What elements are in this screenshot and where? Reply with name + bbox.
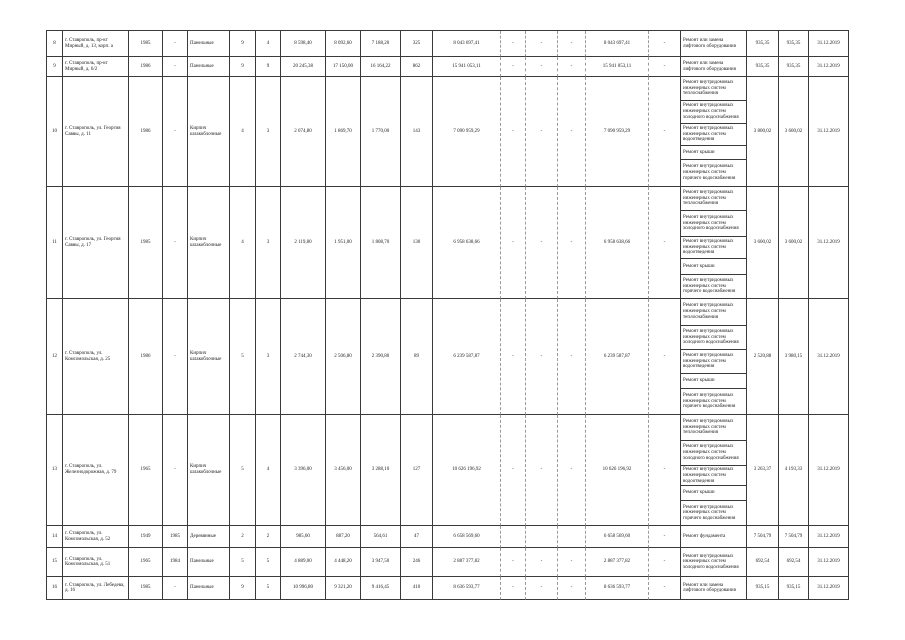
work-type-cell: Ремонт внутридомовых инженерных систем водоотведения: [681, 466, 747, 486]
owners-funds-cell: 7 090 959,29: [586, 77, 649, 187]
living-area-cell: 4 448,20: [326, 548, 361, 577]
deadline-cell: 31.12.2019: [809, 57, 849, 77]
entrances-cell: 5: [256, 577, 281, 600]
living-area-cell: 1 869,70: [326, 77, 361, 187]
owners-funds-cell: 6 239 587,87: [586, 299, 649, 415]
other-funds-cell: -: [649, 31, 681, 57]
federal-funds-cell: -: [501, 57, 526, 77]
wall-material-cell: Деревянные: [188, 526, 230, 548]
row-number-cell: 10: [47, 77, 63, 187]
total-area-cell: 985,60: [281, 526, 326, 548]
year-reconstruction-cell: 1985: [163, 526, 188, 548]
max-unit-cost-cell: 3 600,02: [779, 77, 809, 187]
federal-funds-cell: -: [501, 31, 526, 57]
other-funds-cell: -: [649, 187, 681, 299]
total-cost-cell: 8 043 697,41: [433, 31, 501, 57]
unit-cost-cell: 3 263,37: [747, 415, 779, 526]
deadline-cell: 31.12.2019: [809, 526, 849, 548]
wall-material-cell: Кирпич шлакоблочные: [188, 187, 230, 299]
year-built-cell: 1986: [129, 77, 163, 187]
local-funds-cell: -: [558, 187, 586, 299]
work-type-cell: Ремонт внутридомовых инженерных систем холодного водоснабжения: [681, 326, 747, 350]
local-funds-cell: -: [558, 577, 586, 600]
work-type-cell: Ремонт внутридомовых инженерных систем холодного водоснабжения: [681, 101, 747, 124]
work-type-cell: Ремонт крыши: [681, 259, 747, 275]
entrances-cell: 3: [256, 187, 281, 299]
unit-cost-cell: 3 600,02: [747, 187, 779, 299]
year-reconstruction-cell: -: [163, 77, 188, 187]
floors-cell: 4: [230, 187, 256, 299]
address-cell: г. Ставрополь, пр-кт Мирный, д. 6/2: [63, 57, 129, 77]
deadline-cell: 31.12.2019: [809, 577, 849, 600]
total-area-cell: 4 889,00: [281, 548, 326, 577]
work-type-cell: Ремонт внутридомовых инженерных систем теплоснабжения: [681, 415, 747, 441]
regional-funds-cell: [526, 526, 558, 548]
local-funds-cell: -: [558, 299, 586, 415]
work-type-cell: Ремонт крыши: [681, 374, 747, 389]
living-area-cell: 2 506,80: [326, 299, 361, 415]
premises-area-cell: 1 770,00: [361, 77, 401, 187]
table-row: [47, 415, 849, 441]
entrances-cell: 4: [256, 31, 281, 57]
table-row: [47, 31, 849, 57]
entrances-cell: 5: [256, 548, 281, 577]
max-unit-cost-cell: 3 600,02: [779, 187, 809, 299]
year-built-cell: 1986: [129, 299, 163, 415]
regional-funds-cell: -: [526, 299, 558, 415]
unit-cost-cell: 2 520,88: [747, 299, 779, 415]
row-number-cell: 9: [47, 57, 63, 77]
wall-material-cell: Кирпич шлакоблочные: [188, 415, 230, 526]
work-type-cell: Ремонт внутридомовых инженерных систем водоотведения: [681, 350, 747, 374]
row-number-cell: 15: [47, 548, 63, 577]
unit-cost-cell: 692,54: [747, 548, 779, 577]
wall-material-cell: Панельные: [188, 577, 230, 600]
premises-area-cell: 7 188,20: [361, 31, 401, 57]
table-row: [47, 299, 849, 326]
year-built-cell: 1985: [129, 31, 163, 57]
work-type-cell: Ремонт внутридомовых инженерных систем теплоснабжения: [681, 77, 747, 101]
deadline-cell: 31.12.2019: [809, 31, 849, 57]
living-area-cell: 887,20: [326, 526, 361, 548]
other-funds-cell: -: [649, 415, 681, 526]
table-row: [47, 57, 849, 77]
total-area-cell: 8 598,40: [281, 31, 326, 57]
owners-funds-cell: 6 658 569,60: [586, 526, 649, 548]
residents-cell: 246: [401, 548, 433, 577]
wall-material-cell: Панельные: [188, 548, 230, 577]
work-type-cell: Ремонт внутридомовых инженерных систем теплоснабжения: [681, 299, 747, 326]
unit-cost-cell: 935,15: [747, 577, 779, 600]
wall-material-cell: Панельные: [188, 31, 230, 57]
year-reconstruction-cell: 1984: [163, 548, 188, 577]
other-funds-cell: -: [649, 299, 681, 415]
floors-cell: 5: [230, 299, 256, 415]
premises-area-cell: 9 416,45: [361, 577, 401, 600]
residents-cell: 130: [401, 187, 433, 299]
federal-funds-cell: -: [501, 187, 526, 299]
local-funds-cell: -: [558, 31, 586, 57]
local-funds-cell: -: [558, 548, 586, 577]
floors-cell: 9: [230, 31, 256, 57]
living-area-cell: 3 456,00: [326, 415, 361, 526]
federal-funds-cell: -: [501, 548, 526, 577]
regional-funds-cell: -: [526, 577, 558, 600]
residents-cell: 325: [401, 31, 433, 57]
year-reconstruction-cell: -: [163, 577, 188, 600]
unit-cost-cell: 3 800,02: [747, 77, 779, 187]
owners-funds-cell: 15 941 053,11: [586, 57, 649, 77]
total-area-cell: 10 996,80: [281, 577, 326, 600]
row-number-cell: 13: [47, 415, 63, 526]
premises-area-cell: 564,61: [361, 526, 401, 548]
deadline-cell: 31.12.2019: [809, 415, 849, 526]
residents-cell: 410: [401, 577, 433, 600]
total-cost-cell: 6 239 587,87: [433, 299, 501, 415]
work-type-cell: Ремонт фундамента: [681, 526, 747, 548]
work-type-cell: Ремонт внутридомовых инженерных систем холодного водоснабжения: [681, 548, 747, 577]
work-type-cell: Ремонт крыши: [681, 486, 747, 501]
table-body: [47, 31, 849, 600]
entrances-cell: 4: [256, 415, 281, 526]
table-row: [47, 77, 849, 101]
table-row: [47, 577, 849, 600]
work-type-cell: Ремонт внутридомовых инженерных систем водоотведения: [681, 237, 747, 259]
entrances-cell: 3: [256, 299, 281, 415]
living-area-cell: 1 951,00: [326, 187, 361, 299]
residents-cell: 47: [401, 526, 433, 548]
owners-funds-cell: 2 887 377,82: [586, 548, 649, 577]
address-cell: г. Ставрополь, ул. Георгия Саввы, д. 11: [63, 77, 129, 187]
address-cell: г. Ставрополь, ул. Комсомольская, д. 51: [63, 548, 129, 577]
work-type-cell: Ремонт внутридомовых инженерных систем водоотведения: [681, 124, 747, 146]
year-reconstruction-cell: -: [163, 31, 188, 57]
max-unit-cost-cell: 3 980,15: [779, 299, 809, 415]
max-unit-cost-cell: 4 193,33: [779, 415, 809, 526]
owners-funds-cell: 6 958 638,66: [586, 187, 649, 299]
unit-cost-cell: 935,35: [747, 57, 779, 77]
wall-material-cell: Кирпич шлакоблочные: [188, 299, 230, 415]
floors-cell: 5: [230, 415, 256, 526]
unit-cost-cell: 935,35: [747, 31, 779, 57]
work-type-cell: Ремонт крыши: [681, 146, 747, 160]
table-row: [47, 548, 849, 577]
total-area-cell: 2 074,80: [281, 77, 326, 187]
premises-area-cell: 1 808,70: [361, 187, 401, 299]
owners-funds-cell: 8 043 697,41: [586, 31, 649, 57]
year-built-cell: 1965: [129, 415, 163, 526]
work-type-cell: Ремонт или замена лифтового оборудования: [681, 577, 747, 600]
wall-material-cell: Панельные: [188, 57, 230, 77]
total-cost-cell: 2 887 377,82: [433, 548, 501, 577]
regional-funds-cell: -: [526, 77, 558, 187]
max-unit-cost-cell: 935,35: [779, 57, 809, 77]
other-funds-cell: -: [649, 526, 681, 548]
local-funds-cell: [558, 526, 586, 548]
work-type-cell: Ремонт внутридомовых инженерных систем горячего водоснабжения: [681, 275, 747, 299]
other-funds-cell: -: [649, 77, 681, 187]
total-cost-cell: 10 626 196,92: [433, 415, 501, 526]
total-cost-cell: 6 958 638,66: [433, 187, 501, 299]
deadline-cell: 31.12.2019: [809, 187, 849, 299]
owners-funds-cell: 8 636 593,77: [586, 577, 649, 600]
work-type-cell: Ремонт внутридомовых инженерных систем теплоснабжения: [681, 187, 747, 211]
federal-funds-cell: -: [501, 299, 526, 415]
residents-cell: 862: [401, 57, 433, 77]
regional-funds-cell: -: [526, 57, 558, 77]
work-type-cell: Ремонт или замена лифтового оборудования: [681, 57, 747, 77]
address-cell: г. Ставрополь, ул. Железнодорожная, д. 79: [63, 415, 129, 526]
other-funds-cell: -: [649, 57, 681, 77]
floors-cell: 9: [230, 577, 256, 600]
local-funds-cell: -: [558, 57, 586, 77]
max-unit-cost-cell: 7 504,79: [779, 526, 809, 548]
work-type-cell: Ремонт внутридомовых инженерных систем холодного водоснабжения: [681, 211, 747, 237]
floors-cell: 9: [230, 57, 256, 77]
row-number-cell: 8: [47, 31, 63, 57]
entrances-cell: 2: [256, 526, 281, 548]
year-reconstruction-cell: -: [163, 299, 188, 415]
work-type-cell: Ремонт внутридомовых инженерных систем горячего водоснабжения: [681, 160, 747, 187]
entrances-cell: 9: [256, 57, 281, 77]
unit-cost-cell: 7 504,79: [747, 526, 779, 548]
living-area-cell: 17 150,00: [326, 57, 361, 77]
row-number-cell: 14: [47, 526, 63, 548]
year-reconstruction-cell: -: [163, 187, 188, 299]
regional-funds-cell: -: [526, 187, 558, 299]
year-built-cell: 1985: [129, 187, 163, 299]
total-cost-cell: 8 636 593,77: [433, 577, 501, 600]
floors-cell: 5: [230, 548, 256, 577]
year-built-cell: 1985: [129, 577, 163, 600]
other-funds-cell: -: [649, 548, 681, 577]
year-reconstruction-cell: -: [163, 57, 188, 77]
address-cell: г. Ставрополь, ул. Георгия Саввы, д. 17: [63, 187, 129, 299]
work-type-cell: Ремонт внутридомовых инженерных систем горячего водоснабжения: [681, 501, 747, 526]
wall-material-cell: Кирпич шлакоблочные: [188, 77, 230, 187]
work-type-cell: Ремонт внутридомовых инженерных систем горячего водоснабжения: [681, 389, 747, 415]
regional-funds-cell: -: [526, 31, 558, 57]
deadline-cell: 31.12.2019: [809, 548, 849, 577]
max-unit-cost-cell: 935,15: [779, 577, 809, 600]
total-area-cell: 3 396,00: [281, 415, 326, 526]
residents-cell: 127: [401, 415, 433, 526]
living-area-cell: 8 092,60: [326, 31, 361, 57]
owners-funds-cell: 10 626 196,92: [586, 415, 649, 526]
regional-funds-cell: -: [526, 548, 558, 577]
table-row: [47, 526, 849, 548]
total-cost-cell: 7 090 959,29: [433, 77, 501, 187]
row-number-cell: 12: [47, 299, 63, 415]
total-cost-cell: 6 658 569,60: [433, 526, 501, 548]
federal-funds-cell: -: [501, 577, 526, 600]
work-type-cell: Ремонт внутридомовых инженерных систем холодного водоснабжения: [681, 441, 747, 466]
entrances-cell: 3: [256, 77, 281, 187]
premises-area-cell: 3 288,10: [361, 415, 401, 526]
address-cell: г. Ставрополь, ул. Лебедева, д. 16: [63, 577, 129, 600]
other-funds-cell: -: [649, 577, 681, 600]
deadline-cell: 31.12.2019: [809, 299, 849, 415]
address-cell: г. Ставрополь, ул. Комсомольская, д. 25: [63, 299, 129, 415]
year-built-cell: 1949: [129, 526, 163, 548]
address-cell: г. Ставрополь, пр-кт Мирный, д. 13, корп. а: [63, 31, 129, 57]
total-cost-cell: 15 941 053,11: [433, 57, 501, 77]
total-area-cell: 2 119,80: [281, 187, 326, 299]
federal-funds-cell: -: [501, 77, 526, 187]
year-reconstruction-cell: -: [163, 415, 188, 526]
living-area-cell: 9 321,20: [326, 577, 361, 600]
federal-funds-cell: [501, 526, 526, 548]
premises-area-cell: 2 390,80: [361, 299, 401, 415]
premises-area-cell: 3 947,50: [361, 548, 401, 577]
total-area-cell: 2 744,30: [281, 299, 326, 415]
local-funds-cell: -: [558, 415, 586, 526]
regional-funds-cell: -: [526, 415, 558, 526]
max-unit-cost-cell: 935,35: [779, 31, 809, 57]
year-built-cell: 1965: [129, 548, 163, 577]
max-unit-cost-cell: 692,54: [779, 548, 809, 577]
capital-repair-table: [46, 30, 849, 600]
row-number-cell: 16: [47, 577, 63, 600]
deadline-cell: 31.12.2019: [809, 77, 849, 187]
floors-cell: 2: [230, 526, 256, 548]
year-built-cell: 1986: [129, 57, 163, 77]
residents-cell: 143: [401, 77, 433, 187]
floors-cell: 4: [230, 77, 256, 187]
premises-area-cell: 16 164,22: [361, 57, 401, 77]
work-type-cell: Ремонт или замена лифтового оборудования: [681, 31, 747, 57]
total-area-cell: 20 245,38: [281, 57, 326, 77]
row-number-cell: 11: [47, 187, 63, 299]
table-row: [47, 187, 849, 211]
local-funds-cell: -: [558, 77, 586, 187]
federal-funds-cell: -: [501, 415, 526, 526]
residents-cell: 89: [401, 299, 433, 415]
address-cell: г. Ставрополь, ул. Комсомольская, д. 52: [63, 526, 129, 548]
